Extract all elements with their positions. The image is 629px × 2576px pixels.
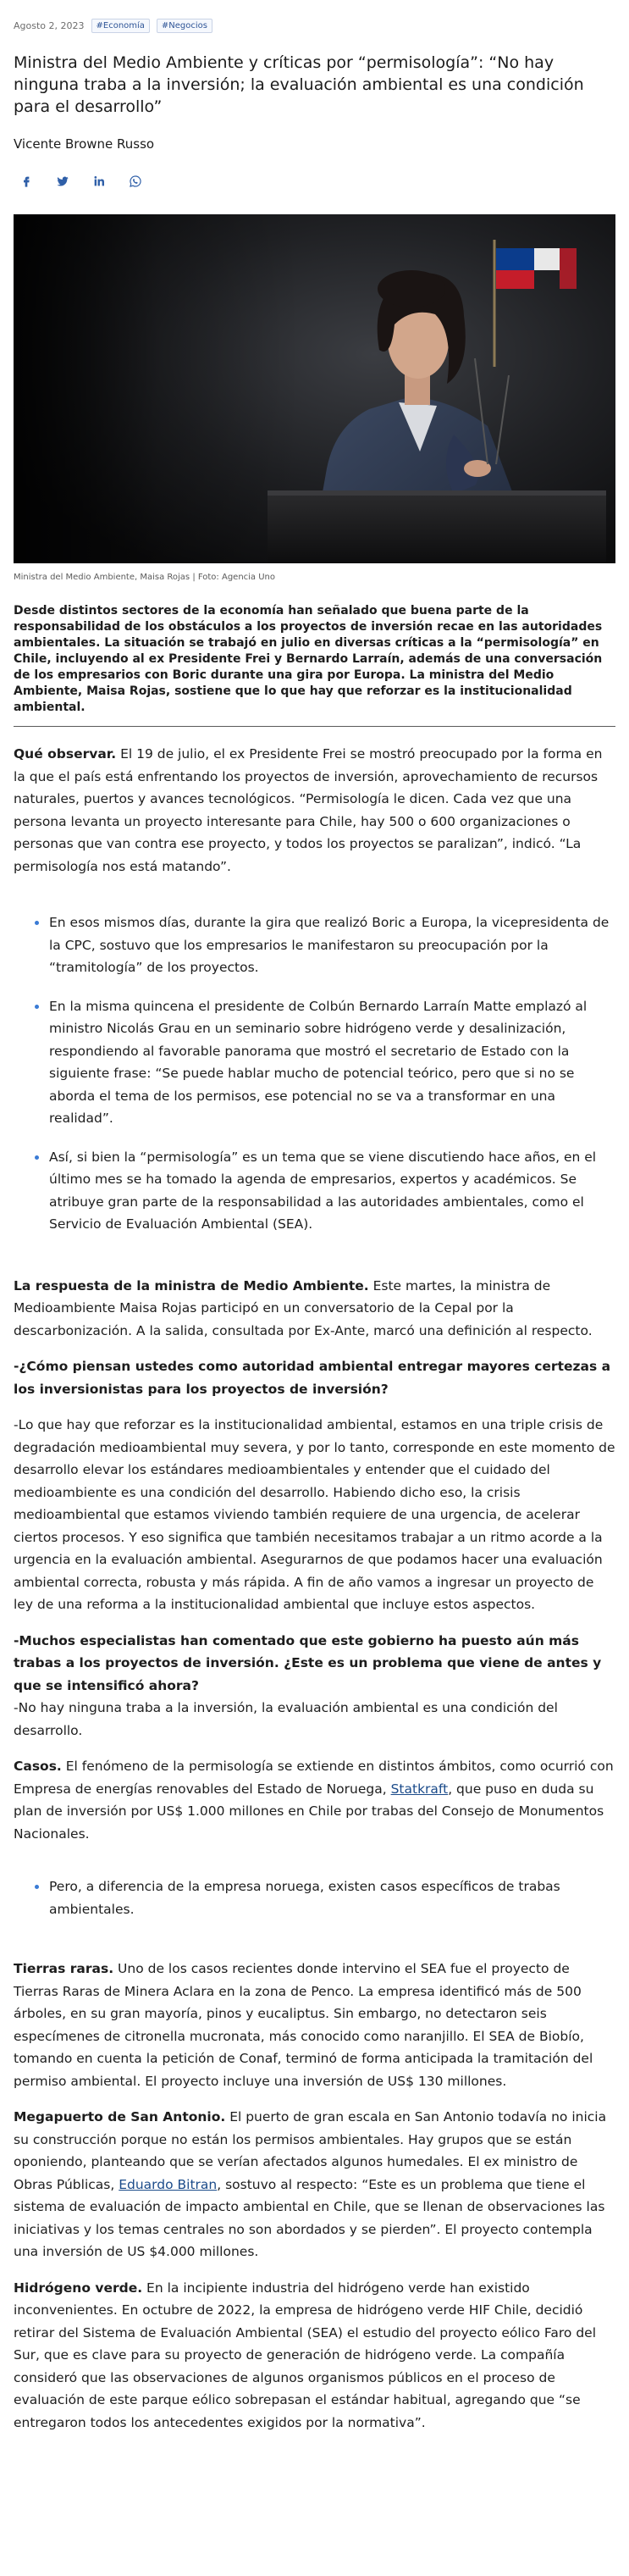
question-1	[14, 1355, 615, 1400]
question-text: -¿Cómo piensan ustedes como autoridad ambiental entregar mayores certezas a los inversionistas para los proyectos de inversión?	[14, 1359, 611, 1397]
section-megapuerto	[14, 2106, 615, 2263]
section-text: El puerto de gran escala en San Antonio todavía no inicia su construcción porque no están los permisos ambientales. Hay grupos que se están oponiendo, planteando que se verían afectados algunos humedales. El ex ministro de Obras Públicas,	[14, 2109, 607, 2192]
section-heading: Qué observar.	[14, 746, 117, 762]
answer-1: -Lo que hay que reforzar es la institucionalidad ambiental, estamos en una triple crisis de degradación medioambiental muy severa, y por lo tanto, corresponde en este momento de desarrollo elevar los estándares medioambientales y entender que el cuidado del medioambiente es una condición del desarrollo. Habiendo dicho eso, la crisis medioambiental que estamos viviendo también requiere de una urgencia, de acelerar ciertos procesos. Y eso significa que también necesitamos trabajar a un ritmo acorde a la urgencia en la evaluación ambiental. Asegurarnos de que podamos hacer una evaluación ambiental correcta, robusta y más rápida. A fin de año vamos a ingresar un proyecto de ley de una reforma a la institucionalidad ambiental que incluye estos aspectos.	[14, 1417, 615, 1612]
section-text: El 19 de julio, el ex Presidente Frei se mostró preocupado por la forma en la que el país está enfrentando los proyectos de inversión, aprovechamiento de recursos naturales, puertos y avances tecnológicos. “Permisología le dicen. Cada vez que una persona levanta un proyecto interesante para Chile, hay 500 o 600 organizaciones o personas que van contra ese proyecto, y todos los proyectos se paralizan”, indicó. “La permisología nos está matando”.	[14, 746, 603, 874]
bullet-list-1	[14, 911, 615, 1236]
list-item: En esos mismos días, durante la gira que realizó Boric a Europa, la vicepresidenta de la CPC, sostuvo que los empresarios le manifestaron su preocupación por la “tramitología” de los proyectos.	[35, 911, 615, 979]
twitter-icon[interactable]	[53, 172, 72, 191]
section-text: En la incipiente industria del hidrógeno verde han existido inconvenientes. En octubre de 2022, la empresa de hidrógeno verde HIF Chile, decidió retirar del Sistema de Evaluación Ambiental (SEA) el estudio del proyecto eólico Faro del Sur, que es clave para su proyecto de generación de hidrógeno verde. La compañía consideró que las observaciones de algunos organismos públicos en el proceso de evaluación de este parque eólico sobrepasan el estándar habitual, agregando que “se entregaron todos los antecedentes exigidos por la normativa”.	[14, 2280, 597, 2430]
section-text: El fenómeno de la permisología se extiende en distintos ámbitos, como ocurrió con Empresa de energías renovables del Estado de Noruega,	[14, 1759, 614, 1797]
section-text: Uno de los casos recientes donde intervino el SEA fue el proyecto de Tierras Raras de Minera Aclara en la zona de Penco. La empresa identificó más de 500 árboles, en su gran mayoría, pinos y eucaliptus. Sin embargo, no detectaron seis especímenes de citronella mucronata, más conocido como naranjillo. El SEA de Biobío, tomando en cuenta la petición de Conaf, terminó de forma anticipada la tramitación del permiso ambiental. El proyecto incluye una inversión de US$ 130 millones.	[14, 1961, 593, 2089]
photo-caption: Ministra del Medio Ambiente, Maisa Rojas | Foto: Agencia Uno	[14, 573, 276, 582]
section-text: , que puso en duda su plan de inversión por US$ 1.000 millones en Chile por trabas del Consejo de Monumentos Nacionales.	[14, 1781, 604, 1842]
section-respuesta-ministra	[14, 1275, 615, 1343]
section-text: , sostuvo al respecto: “Este es un problema que tiene el sistema de evaluación de impacto ambiental en Chile, que se llenan de observaciones las iniciativas y los temas centrales no son abordados y se pierden”. El proyecto contempla una inversión de US $4.000 millones.	[14, 2176, 605, 2259]
section-text: Este martes, la ministra de Medioambiente Maisa Rojas participó en un conversatorio de la Cepal por la descarbonización. A la salida, consultada por Ex-Ante, marcó una definición al respecto.	[14, 1277, 593, 1338]
section-hidrogeno-verde	[14, 2277, 615, 2435]
linkedin-icon[interactable]	[90, 172, 108, 191]
eduardo-bitran-link[interactable]: Eduardo Bitran	[119, 2176, 218, 2192]
section-heading: Tierras raras.	[14, 1961, 114, 1976]
section-que-observar	[14, 743, 615, 878]
section-heading: Casos.	[14, 1759, 62, 1774]
whatsapp-icon[interactable]	[126, 172, 145, 191]
article-lead: Desde distintos sectores de la economía han señalado que buena parte de la responsabilidad de los obstáculos a los proyectos de inversión recae en las autoridades ambientales. La situación se trabajó en julio en diversas críticas a la “permisología” en Chile, incluyendo al ex Presidente Frei y Bernardo Larraín, además de una conversación de los empresarios con Boric durante una gira por Europa. La ministra del Medio Ambiente, Maisa Rojas, sostiene que lo que hay que reforzar es la institucionalidad ambiental.	[14, 603, 615, 727]
article-photo	[14, 214, 615, 563]
article-meta	[14, 19, 615, 33]
statkraft-link[interactable]: Statkraft	[390, 1781, 449, 1797]
section-casos	[14, 1755, 615, 1845]
bullet-list-2	[14, 1875, 615, 1920]
list-item: En la misma quincena el presidente de Colbún Bernardo Larraín Matte emplazó al ministro Nicolás Grau en un seminario sobre hidrógeno verde y desalinización, respondiendo al favorable panorama que mostró el secretario de Estado con la siguiente frase: “Se puede hablar mucho de potencial teórico, pero que si no se aborda el tema de los permisos, ese potencial no se va a transformar en una realidad”.	[35, 995, 615, 1130]
publish-date: Agosto 2, 2023	[14, 20, 85, 31]
section-heading: Megapuerto de San Antonio.	[14, 2109, 226, 2125]
section-heading: Hidrógeno verde.	[14, 2280, 143, 2296]
section-heading: La respuesta de la ministra de Medio Ambiente.	[14, 1277, 369, 1294]
list-item: Pero, a diferencia de la empresa noruega, existen casos específicos de trabas ambientales.	[35, 1875, 615, 1920]
answer-2: -No hay ninguna traba a la inversión, la evaluación ambiental es una condición del desarrollo.	[14, 1700, 558, 1738]
question-text: -Muchos especialistas han comentado que este gobierno ha puesto aún más trabas a los proyectos de inversión. ¿Este es un problema que viene de antes y que se intensificó ahora?	[14, 1632, 602, 1693]
share-bar	[14, 172, 615, 191]
question-2	[14, 1630, 615, 1698]
author-name[interactable]: Vicente Browne Russo	[14, 136, 155, 152]
photo-illustration	[14, 214, 615, 563]
article-title: Ministra del Medio Ambiente y críticas por “permisología”: “No hay ninguna traba a la inversión; la evaluación ambiental es una condición para el desarrollo”	[14, 53, 584, 116]
tag-negocios[interactable]: #Negocios	[157, 19, 212, 33]
facebook-icon[interactable]	[17, 172, 36, 191]
tag-economia[interactable]: #Economía	[91, 19, 150, 33]
section-tierras-raras	[14, 1958, 615, 2092]
list-item: Así, si bien la “permisología” es un tema que se viene discutiendo hace años, en el último mes se ha tomado la agenda de empresarios, expertos y académicos. Se atribuye gran parte de la responsabilidad a las autoridades ambientales, como el Servicio de Evaluación Ambiental (SEA).	[35, 1146, 615, 1236]
